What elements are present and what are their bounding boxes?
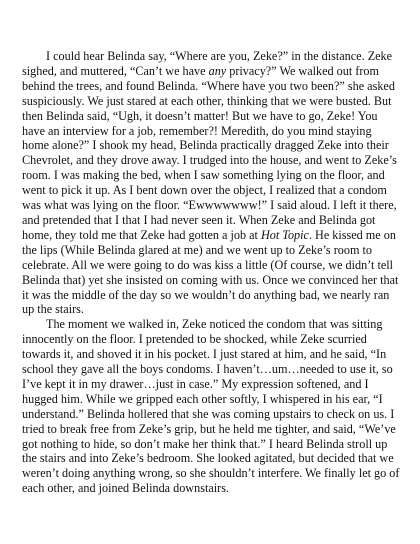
paragraph-2 bbox=[22, 317, 400, 496]
paragraph-2-text-1: The moment we walked in, Zeke noticed the condom that was sitting innocently on the floor. I pretended to be shocked, while Zeke scurried towards it, and shoved it in his pocket. I just stared at him, and he said, “In school they gave all the boys condoms. I haven’t…um…needed to use it, so I’ve kept it in my drawer…just in case.” My expression softened, and I hugged him. While we gripped each other softly, I whispered in his ear, “I understand.” Belinda hollered that she was coming upstairs to check on us. I tried to break free from Zeke’s grip, but he held me tighter, and said, “We’ve got nothing to hide, so don’t make her think that.” I heard Belinda stroll up the stairs and into Zeke’s bedroom. She looked agitated, but decided that we weren’t doing anything wrong, so she shouldn’t interfere. We finally let go of each other, and joined Belinda downstairs. bbox=[22, 317, 400, 496]
paragraph-1-italic-any: any bbox=[208, 63, 227, 78]
paragraph-1-text-2: privacy?” We walked out from behind the trees, and found Belinda. “Where have you two been?” she asked suspiciously. We just stared at each other, thinking that we were busted. But then Belinda said, “Ugh, it doesn’t matter! But we have to go, Zeke! You have an interview for a job, remember?! Meredith, do you mind staying home alone?” I shook my head, Belinda practically dragged Zeke into their Chevrolet, and they drove away. I trudged into the house, and went to Zeke’s room. I was making the bed, when I saw something lying on the floor, and went to pick it up. As I bent down over the object, I realized that a condom was what was lying on the floor. “Ewwwwwww!” I said aloud. I left it there, and pretended that I that I had never seen it. When Zeke and Belinda got home, they told me that Zeke had gotten a job at bbox=[22, 63, 397, 242]
paragraph-1 bbox=[22, 49, 400, 317]
document-page bbox=[22, 49, 400, 496]
paragraph-1-text-1: I could hear Belinda say, “Where are you, Zeke?” in the distance. Zeke sighed, and muttered, “Can’t we have bbox=[22, 49, 393, 78]
paragraph-1-text-3: . He kissed me on the lips (While Belinda glared at me) and we went up to Zeke’s room to celebrate. All we were going to do was kiss a little (Of course, we didn’t tell Belinda that) yet she insisted on coming with us. Once we convinced her that it was the middle of the day so we wouldn’t do anything bad, we nearly ran up the stairs. bbox=[22, 227, 399, 317]
paragraph-1-italic-hot-topic: Hot Topic bbox=[260, 227, 309, 242]
